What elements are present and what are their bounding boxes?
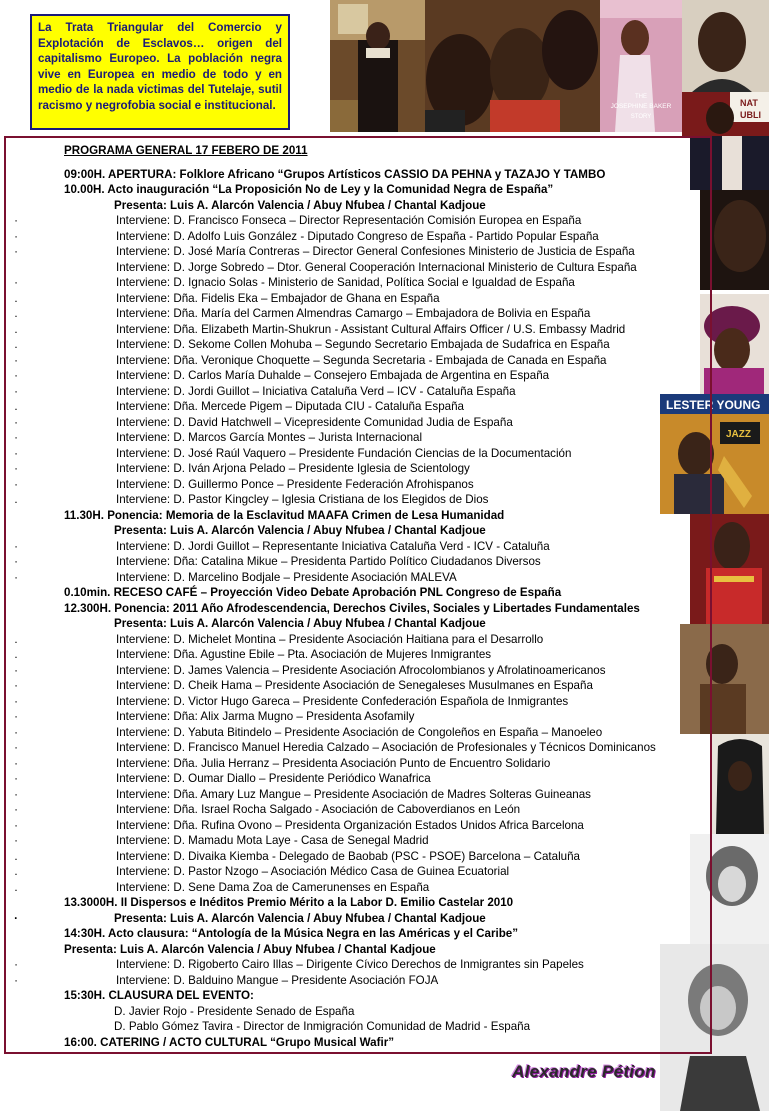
program-list [14, 143, 704, 1050]
program-line [64, 167, 704, 183]
bullet-mark: · [14, 663, 18, 677]
program-line [14, 275, 704, 291]
program-line [64, 182, 704, 198]
program-line [14, 802, 704, 818]
program-line-text: Interviene: D. Yabuta Bitindelo – Presidente Asociación de Congoleños en España – Manoeleo [116, 725, 603, 739]
program-line-text: Interviene: Dña. Julia Herranz – Presidenta Asociación Punto de Encuentro Solidario [116, 756, 551, 770]
bullet-mark: · [14, 214, 18, 227]
program-line [64, 1004, 704, 1020]
program-line [14, 864, 704, 880]
program-line-text: Interviene: Dña: Alix Jarma Mugno – Presidenta Asofamily [116, 710, 415, 723]
program-line-text: Interviene: D. Balduino Mangue – Presidente Asociación FOJA [116, 973, 439, 987]
program-line-text: Interviene: D. Jordi Guillot – Iniciativa Cataluña Verd – ICV - Cataluña España [116, 384, 516, 398]
program-line-text: Interviene: D. Sene Dama Zoa de Camerunenses en España [116, 880, 430, 894]
program-line-text: Interviene: D. Pastor Nzogo – Asociación Médico Casa de Guinea Ecuatorial [116, 865, 510, 878]
intro-text: La Trata Triangular del Comercio y Explotación de Esclavos… origen del capitalismo Europeo. La población negra vive en Europea en medio de todo y en medio de la nada victimas del Tutelaje, sutil racismo y negrofobia social e institucional. [38, 21, 282, 112]
program-line [64, 942, 704, 958]
program-title: PROGRAMA GENERAL 17 FEBERO DE 2011 [64, 144, 308, 157]
program-line [14, 353, 704, 369]
poster-title-text: JOSEPHINE BAKER [610, 103, 672, 110]
program-line [14, 756, 704, 772]
program-line [14, 725, 704, 741]
bullet-mark: · [14, 772, 18, 785]
bullet-mark: . [14, 400, 18, 413]
program-line-text: Interviene: Dña. María del Carmen Almendras Camargo – Embajadora de Bolivia en España [116, 307, 591, 320]
program-line [14, 415, 704, 431]
bullet-mark: · [14, 741, 18, 754]
program-line-text: Interviene: D. Michelet Montina – Presidente Asociación Haitiana para el Desarrollo [116, 632, 544, 646]
bullet-mark: · [14, 276, 18, 289]
bullet-mark: . [14, 493, 18, 506]
program-line-text: 11.30H. Ponencia: Memoria de la Esclavitud MAAFA Crimen de Lesa Humanidad [64, 508, 505, 522]
program-line-text: Interviene: D. Francisco Fonseca – Director Representación Comisión Europea en España [116, 214, 582, 227]
bullet-mark: · [14, 911, 18, 925]
program-line-text: Interviene: D. Victor Hugo Gareca – Presidente Confederación Española de Inmigrantes [116, 694, 569, 708]
bullet-mark: . [14, 322, 18, 336]
program-line [64, 1035, 704, 1051]
jazz-text: JAZZ [726, 429, 751, 440]
program-line-text: Presenta: Luis A. Alarcón Valencia / Abuy Nfubea / Chantal Kadjoue [64, 942, 436, 956]
program-line [14, 306, 704, 322]
program-line [64, 616, 704, 632]
program-line [14, 554, 704, 570]
program-line-text: Interviene: D. Rigoberto Cairo Illas – Dirigente Cívico Derechos de Inmigrantes sin Papeles [116, 958, 584, 971]
program-line [14, 771, 704, 787]
bullet-mark: · [14, 555, 18, 568]
program-line [14, 647, 704, 663]
program-line [14, 384, 704, 400]
lester-young-text: LESTER YOUNG [666, 398, 761, 412]
program-line-text: Interviene: D. Divaika Kiemba - Delegado de Baobab (PSC - PSOE) Barcelona – Cataluña [116, 849, 580, 863]
bullet-mark: · [14, 725, 18, 739]
program-line-text: Interviene: D. Oumar Diallo – Presidente Periódico Wanafrica [116, 772, 431, 785]
program-line-text: Interviene: Dña. Fidelis Eka – Embajador de Ghana en España [116, 291, 440, 305]
program-line-text: Interviene: D. Pastor Kingcley – Iglesia Cristiana de los Elegidos de Dios [116, 493, 489, 506]
program-line-text: Interviene: D. Cheik Hama – Presidente Asociación de Senegaleses Musulmanes en España [116, 679, 593, 692]
program-line-text: Presenta: Luis A. Alarcón Valencia / Abuy Nfubea / Chantal Kadjoue [114, 911, 486, 925]
program-line [14, 213, 704, 229]
bullet-mark: · [14, 710, 18, 723]
program-line-text: Interviene: D. Jordi Guillot – Representante Iniciativa Cataluña Verd - ICV - Cataluña [116, 539, 550, 553]
bullet-mark: . [14, 648, 18, 661]
bullet-mark: . [14, 865, 18, 878]
bullet-mark: · [14, 446, 18, 460]
program-lines [14, 167, 704, 1051]
program-line-text: Presenta: Luis A. Alarcón Valencia / Abuy Nfubea / Chantal Kadjoue [114, 198, 486, 212]
program-line [14, 957, 704, 973]
bullet-mark: · [14, 384, 18, 398]
program-line-text: D. Pablo Gómez Tavira - Director de Inmigración Comunidad de Madrid - España [114, 1020, 531, 1033]
bullet-mark: · [14, 245, 18, 258]
bullet-mark: · [14, 787, 18, 801]
program-line [14, 787, 704, 803]
program-line-text: Interviene: D. Ignacio Solas - Ministerio de Sanidad, Política Social e Igualdad de España [116, 276, 575, 289]
program-line-text: Interviene: D. James Valencia – Presidente Asociación Afrocolombianos y Afrolatinoamericanos [116, 663, 606, 677]
program-line [64, 926, 704, 942]
program-line [14, 399, 704, 415]
program-line [14, 632, 704, 648]
program-line-text: Interviene: D. Sekome Collen Mohuba – Segundo Secretario Embajada de Sudafrica en España [116, 338, 610, 351]
program-line-text: Interviene: D. Francisco Manuel Heredia Calzado – Asociación de Profesionales y Técnicos Dominicanos [116, 741, 656, 754]
program-line-text: Interviene: Dña. Mercede Pigem – Diputada CIU - Cataluña España [116, 400, 464, 413]
program-line [64, 601, 704, 617]
program-line-text: Presenta: Luis A. Alarcón Valencia / Abuy Nfubea / Chantal Kadjoue [114, 617, 486, 630]
bullet-mark: · [14, 803, 18, 816]
program-line-text: Interviene: Dña. Rufina Ovono – Presidenta Organización Estados Unidos Africa Barcelona [116, 818, 584, 832]
nun-figure-photo [710, 734, 769, 834]
bullet-mark: . [14, 849, 18, 863]
signature-text: Alexandre Pétion [512, 1062, 656, 1081]
elderly-woman-photo [682, 0, 769, 92]
top-photo-collage [330, 0, 769, 136]
program-line-text: Interviene: D. Carlos María Duhalde – Consejero Embajada de Argentina en España [116, 369, 550, 382]
program-line-text: Interviene: D. Marcos García Montes – Jurista Internacional [116, 431, 423, 444]
intro-text-box [30, 14, 290, 130]
bullet-mark: · [14, 462, 18, 475]
program-line [14, 678, 704, 694]
program-line [14, 492, 704, 508]
program-line-text: Interviene: Dña. Veronique Choquette – Segunda Secretaria - Embajada de Canada en España [116, 353, 607, 367]
program-line [64, 198, 704, 214]
program-line [14, 461, 704, 477]
bullet-mark: . [14, 291, 18, 305]
program-line [14, 337, 704, 353]
program-line-text: Interviene: D. Mamadu Mota Laye - Casa de Senegal Madrid [116, 834, 429, 847]
program-line [64, 1019, 704, 1035]
bullet-mark: · [14, 369, 18, 382]
bullet-mark: · [14, 539, 18, 553]
speaker-podium-photo [682, 92, 769, 136]
program-line-text: Interviene: D. David Hatchwell – Vicepresidente Comunidad Judia de España [116, 415, 513, 429]
bullet-mark: . [14, 880, 18, 894]
bullet-mark: · [14, 229, 18, 243]
bullet-mark: · [14, 353, 18, 367]
program-line-text: 13.3000H. II Dispersos e Inéditos Premio Mérito a la Labor D. Emilio Castelar 2010 [64, 896, 514, 909]
program-line-text: Interviene: D. Jorge Sobredo – Dtor. General Cooperación Internacional Ministerio de Cultura España [116, 260, 637, 274]
bullet-mark: · [14, 415, 18, 429]
program-line-text: 15:30H. CLAUSURA DEL EVENTO: [64, 989, 254, 1002]
bullet-mark: . [14, 338, 18, 351]
bullet-mark: · [14, 756, 18, 770]
program-line [14, 446, 704, 462]
bullet-mark: · [14, 431, 18, 444]
banner-ubli-text: UBLI [740, 110, 761, 120]
program-line-text: Interviene: D. José María Contreras – Director General Confesiones Ministerio de Justicia de España [116, 245, 635, 258]
program-line-text: 09:00H. APERTURA: Folklore Africano “Grupos Artísticos CASSIO DA PEHNA y TAZAJO Y TAMBO [64, 167, 606, 181]
program-line [64, 988, 704, 1004]
program-line-text: Interviene: Dña. Amary Luz Mangue – Presidente Asociación de Madres Solteras Guineanas [116, 787, 591, 801]
program-line-text: Interviene: D. Iván Arjona Pelado – Presidente Iglesia de Scientology [116, 462, 470, 475]
program-line [14, 477, 704, 493]
program-line [14, 849, 704, 865]
program-line [14, 291, 704, 307]
program-line-text: Interviene: D. Adolfo Luis González - Diputado Congreso de España - Partido Popular España [116, 229, 599, 243]
program-line-text: 0.10min. RECESO CAFÉ – Proyección Video Debate Aprobación PNL Congreso de España [64, 586, 562, 599]
program-line [14, 368, 704, 384]
bullet-mark: · [14, 818, 18, 832]
program-line [14, 539, 704, 555]
bullet-mark: · [14, 679, 18, 692]
bullet-mark: · [14, 958, 18, 971]
bullet-mark: . [14, 307, 18, 320]
program-line [14, 911, 704, 927]
program-line [14, 818, 704, 834]
program-line [14, 244, 704, 260]
spacer [64, 159, 704, 167]
bullet-mark: · [14, 973, 18, 987]
program-line-text: Interviene: D. Guillermo Ponce – Presidente Federación Afrohispanos [116, 477, 474, 491]
banner-nat-text: NAT [740, 98, 758, 108]
bullet-mark: · [14, 694, 18, 708]
program-line-text: D. Javier Rojo - Presidente Senado de España [114, 1004, 355, 1018]
program-line [14, 709, 704, 725]
saint-painting-image [330, 0, 425, 132]
program-line-text: 16:00. CATERING / ACTO CULTURAL “Grupo Musical Wafir” [64, 1035, 395, 1049]
young-men-photo [425, 0, 600, 132]
josephine-baker-poster-image [600, 0, 682, 132]
program-line [14, 322, 704, 338]
program-line [14, 694, 704, 710]
program-line [14, 430, 704, 446]
program-line [14, 833, 704, 849]
program-line [14, 740, 704, 756]
program-line [64, 585, 704, 601]
program-line [14, 973, 704, 989]
program-line [14, 229, 704, 245]
program-line-text: 14:30H. Acto clausura: “Antología de la Música Negra en las Américas y el Caribe” [64, 927, 519, 940]
program-line [64, 508, 704, 524]
program-line [14, 663, 704, 679]
bullet-mark: · [14, 834, 18, 847]
program-line-text: Interviene: Dña. Elizabeth Martin-Shukrun - Assistant Cultural Affairs Officer / U.S. Embassy Madrid [116, 322, 626, 336]
program-line-text: Presenta: Luis A. Alarcón Valencia / Abuy Nfubea / Chantal Kadjoue [114, 524, 486, 537]
program-line-text: Interviene: D. Marcelino Bodjale – Presidente Asociación MALEVA [116, 570, 457, 584]
program-line [64, 895, 704, 911]
program-line-text: Interviene: Dña. Agustine Ebile – Pta. Asociación de Mujeres Inmigrantes [116, 648, 492, 661]
program-line-text: Interviene: Dña: Catalina Mikue – Presidenta Partido Político Ciudadanos Diversos [116, 555, 541, 568]
program-line [64, 523, 704, 539]
program-line [14, 570, 704, 586]
bullet-mark: · [14, 570, 18, 584]
program-line [64, 260, 704, 276]
bullet-mark: . [14, 632, 18, 646]
poster-story-text: STORY [630, 114, 652, 120]
program-line [14, 880, 704, 896]
program-line-text: Interviene: Dña. Israel Rocha Salgado - Asociación de Caboverdianos en León [116, 803, 521, 816]
program-line-text: 10.00H. Acto inauguración “La Proposición No de Ley y la Comunidad Negra de España” [64, 183, 554, 196]
bullet-mark: · [14, 477, 18, 491]
program-line-text: Interviene: D. José Raúl Vaquero – Presidente Fundación Ciencias de la Documentación [116, 446, 572, 460]
program-line-text: 12.300H. Ponencia: 2011 Año Afrodescendencia, Derechos Civiles, Sociales y Libertades Fundamentales [64, 601, 640, 615]
poster-the-text: THE [635, 94, 647, 100]
